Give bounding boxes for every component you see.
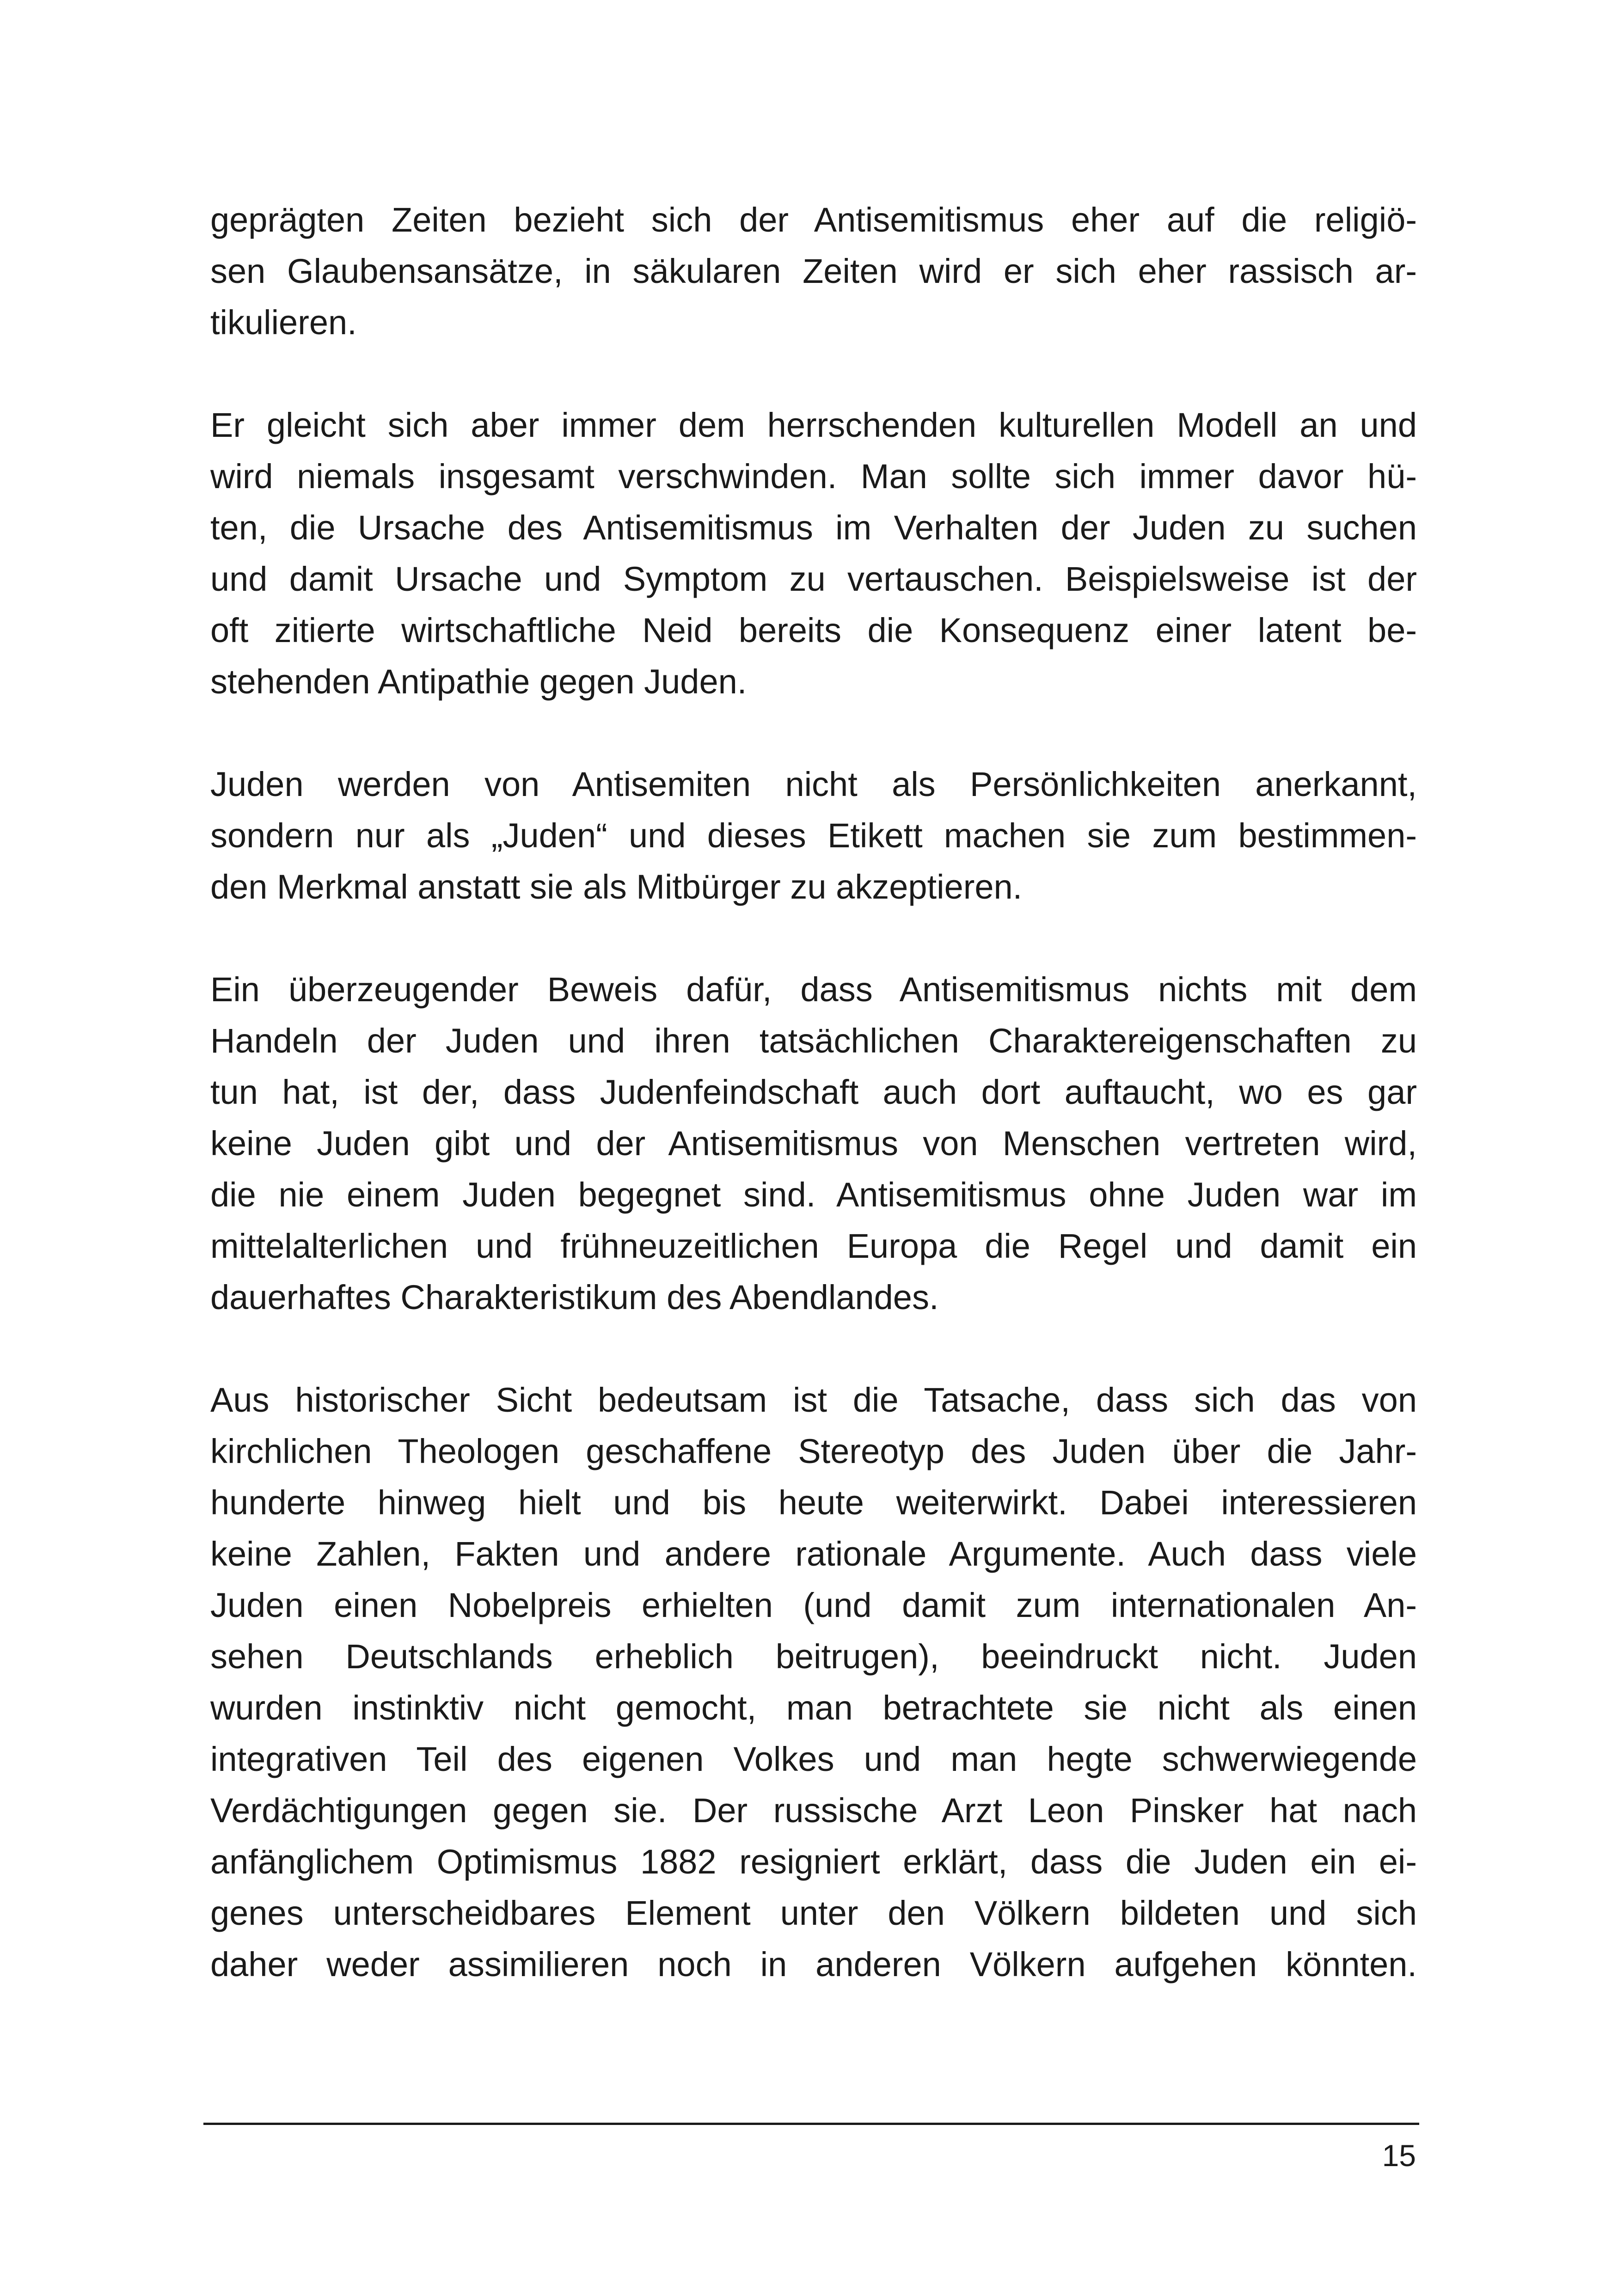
text-line: daher weder assimilieren noch in anderen Völkern aufgehen könnten.: [210, 1945, 1417, 1984]
text-line: genes unterscheidbares Element unter den Völkern bildeten und sich: [210, 1894, 1417, 1932]
text-line: oft zitierte wirtschaftliche Neid bereits die Konsequenz einer latent be-: [210, 611, 1417, 649]
text-line: geprägten Zeiten bezieht sich der Antisemitismus eher auf die religiö-: [210, 201, 1417, 239]
paragraph-4: [210, 964, 1417, 1323]
body-text: [210, 194, 1417, 2041]
text-line: sen Glaubensansätze, in säkularen Zeiten wird er sich eher rassisch ar-: [210, 252, 1417, 290]
text-line: Verdächtigungen gegen sie. Der russische Arzt Leon Pinsker hat nach: [210, 1791, 1417, 1830]
text-line: keine Zahlen, Fakten und andere rationale Argumente. Auch dass viele: [210, 1535, 1417, 1573]
paragraph-2: [210, 399, 1417, 707]
text-line: anfänglichem Optimismus 1882 resigniert erklärt, dass die Juden ein ei-: [210, 1843, 1417, 1881]
text-line: stehenden Antipathie gegen Juden.: [210, 662, 747, 701]
page-number: 15: [1382, 2138, 1416, 2173]
text-line: mittelalterlichen und frühneuzeitlichen Europa die Regel und damit ein: [210, 1227, 1417, 1265]
text-line: die nie einem Juden begegnet sind. Antisemitismus ohne Juden war im: [210, 1176, 1417, 1214]
text-line: sehen Deutschlands erheblich beitrugen), beeindruckt nicht. Juden: [210, 1637, 1417, 1676]
text-line: keine Juden gibt und der Antisemitismus von Menschen vertreten wird,: [210, 1124, 1417, 1163]
text-line: hunderte hinweg hielt und bis heute weiterwirkt. Dabei interessieren: [210, 1483, 1417, 1522]
text-line: tun hat, ist der, dass Judenfeindschaft auch dort auftaucht, wo es gar: [210, 1073, 1417, 1111]
text-line: den Merkmal anstatt sie als Mitbürger zu akzeptieren.: [210, 868, 1023, 906]
text-line: Er gleicht sich aber immer dem herrschenden kulturellen Modell an und: [210, 406, 1417, 444]
text-line: und damit Ursache und Symptom zu vertauschen. Beispielsweise ist der: [210, 560, 1417, 598]
text-line: kirchlichen Theologen geschaffene Stereotyp des Juden über die Jahr-: [210, 1432, 1417, 1470]
text-line: wird niemals insgesamt verschwinden. Man sollte sich immer davor hü-: [210, 457, 1417, 496]
text-line: integrativen Teil des eigenen Volkes und man hegte schwerwiegende: [210, 1740, 1417, 1778]
text-line: tikulieren.: [210, 303, 357, 342]
text-line: Juden einen Nobelpreis erhielten (und damit zum internationalen An-: [210, 1586, 1417, 1624]
footer-divider: [203, 2123, 1419, 2125]
text-line: wurden instinktiv nicht gemocht, man betrachtete sie nicht als einen: [210, 1689, 1417, 1727]
text-line: dauerhaftes Charakteristikum des Abendlandes.: [210, 1278, 939, 1316]
paragraph-5: [210, 1374, 1417, 1990]
text-line: ten, die Ursache des Antisemitismus im Verhalten der Juden zu suchen: [210, 508, 1417, 547]
text-line: Juden werden von Antisemiten nicht als Persönlichkeiten anerkannt,: [210, 765, 1417, 803]
paragraph-1: [210, 194, 1417, 348]
text-line: sondern nur als „Juden“ und dieses Etikett machen sie zum bestimmen-: [210, 816, 1417, 855]
text-line: Ein überzeugender Beweis dafür, dass Antisemitismus nichts mit dem: [210, 970, 1417, 1009]
paragraph-3: [210, 759, 1417, 912]
text-line: Handeln der Juden und ihren tatsächlichen Charaktereigenschaften zu: [210, 1022, 1417, 1060]
text-line: Aus historischer Sicht bedeutsam ist die Tatsache, dass sich das von: [210, 1381, 1417, 1419]
